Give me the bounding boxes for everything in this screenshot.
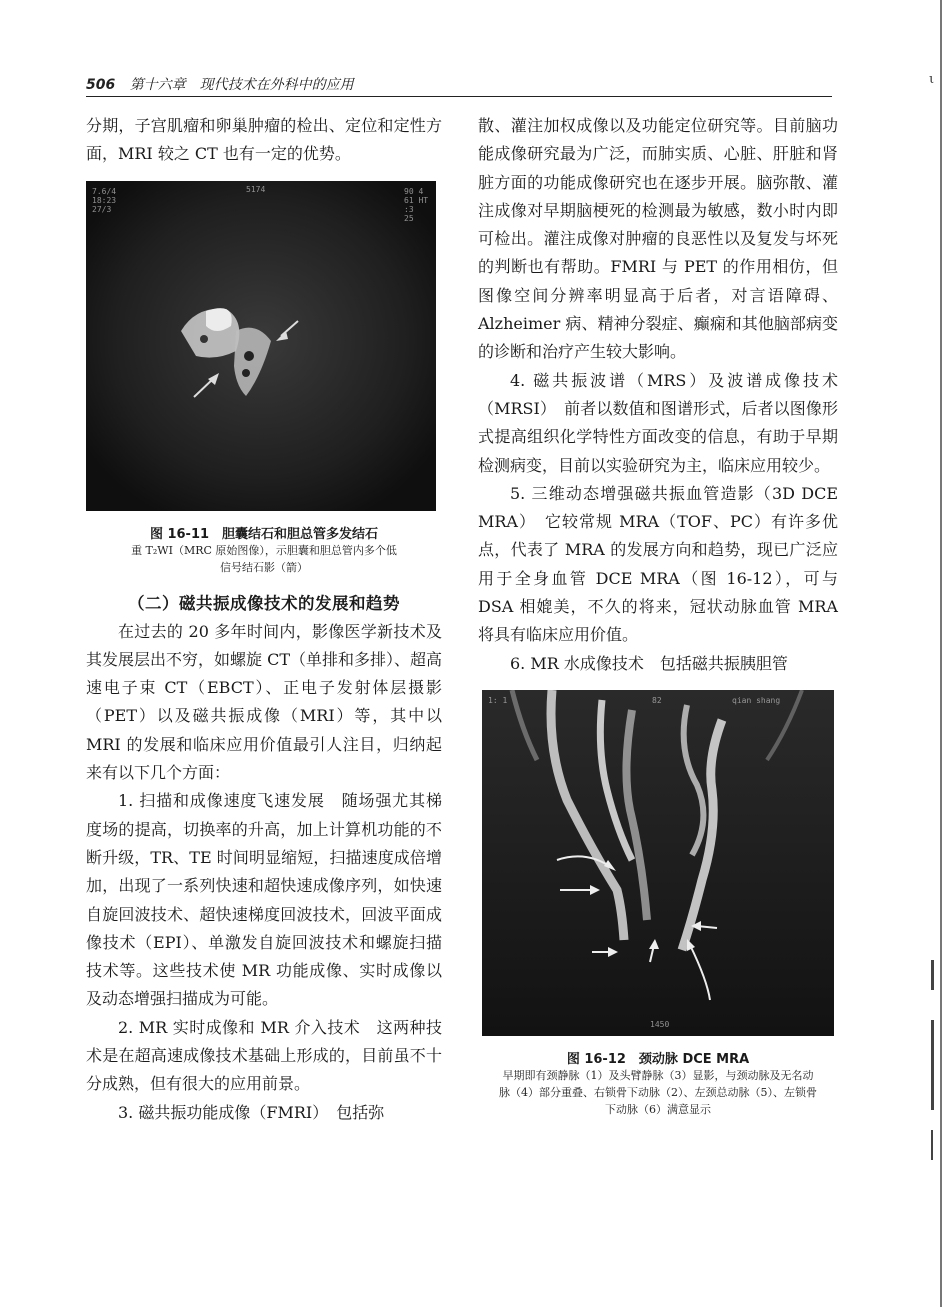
figure-overlay: 5174 (246, 184, 266, 194)
figure-16-11-caption: 重 T₂WI（MRC 原始图像），示胆囊和胆总管内多个低信号结石影（箭） (131, 543, 397, 574)
page-number: 506 (86, 77, 116, 93)
edge-noise (931, 960, 934, 990)
running-header (86, 74, 830, 94)
paragraph: 1. 扫描和成像速度飞速发展 随场强尤其梯度场的提高，切换率的升高，加上计算机功能的不断升级，TR、TE 时间明显缩短，扫描速度成倍增加，出现了一系列快速和超快速成像序列，如快速自旋回波技术、超快速梯度回波技术，回波平面成像技术（EPI）、单激发自旋回波技术和螺旋扫描技术等。这些技术使 MR 功能成像、实时成像以及动态增强扫描成为可能。 (86, 791, 442, 1009)
header-rule (86, 96, 832, 97)
figure-overlay: 90 4 61 HT :3 25 (404, 186, 429, 223)
paragraph: 2. MR 实时成像和 MR 介入技术 这两种技术是在超高速成像技术基础上形成的，目前虽不十分成熟，但有很大的应用前景。 (86, 1017, 442, 1094)
gallbladder-bright (206, 308, 232, 331)
paragraph: 6. MR 水成像技术 包括磁共振胰胆管 (510, 653, 788, 673)
edge-mark: ι (929, 72, 935, 87)
section-heading: （二）磁共振成像技术的发展和趋势 (128, 593, 400, 613)
figure-16-12-image (482, 690, 834, 1036)
figure-overlay: 7.6/4 18:23 27/3 (92, 186, 117, 214)
paragraph: 在过去的 20 多年时间内，影像医学新技术及其发展层出不穷，如螺旋 CT（单排和多排）、超高速电子束 CT（EBCT）、正电子发射体层摄影（PET）以及磁共振成像（MRI）等，其中以 MRI 的发展和临床应用价值最引人注目，归纳起来有以下几个方面： (86, 621, 443, 783)
figure-overlay: 1450 (650, 1019, 670, 1029)
paragraph: 3. 磁共振功能成像（FMRI） 包括弥 (118, 1102, 385, 1122)
paragraph: 散、灌注加权成像以及功能定位研究等。目前脑功能成像研究最为广泛，而肺实质、心脏、肝脏和肾脏方面的功能成像研究也在逐步开展。脑弥散、灌注成像对早期脑梗死的检测最为敏感，数小时内即可检出。灌注成像对肿瘤的良恶性以及复发与坏死的判断也有帮助。FMRI 与 PET 的作用相仿，但图像空间分辨率明显高于后者，对言语障碍、Alzheimer 病、精神分裂症、癫痫和其他脑部病变的诊断和治疗产生较大影响。 (478, 116, 838, 362)
paragraph: 4. 磁共振波谱（MRS）及波谱成像技术（MRSI） 前者以数值和图谱形式，后者以图像形式提高组织化学特性方面改变的信息，有助于早期检测病变，目前以实验研究为主，临床应用较少。 (478, 370, 838, 475)
figure-16-11-image (86, 181, 436, 511)
figure-overlay: qian shang (732, 695, 781, 705)
figure-16-12-title: 图 16-12 颈动脉 DCE MRA (566, 1051, 750, 1067)
left-column (86, 112, 442, 1127)
chapter-title: 第十六章 现代技术在外科中的应用 (129, 77, 354, 93)
paragraph: 5. 三维动态增强磁共振血管造影（3D DCE MRA） 它较常规 MRA（TOF、PC）有许多优点，代表了 MRA 的发展方向和趋势，现已广泛应用于全身血管 DCE MRA（图 16-12），可与 DSA 相媲美，不久的将来，冠状动脉血管 MRA 将具有临床应用价值。 (478, 483, 838, 645)
paragraph: 分期，子宫肌瘤和卵巢肿瘤的检出、定位和定性方面，MRI 较之 CT 也有一定的优势。 (86, 116, 442, 164)
scan-edge-line (940, 0, 942, 1307)
mra-image (482, 690, 834, 1036)
stone (242, 369, 250, 377)
edge-noise (931, 1020, 934, 1110)
edge-noise (931, 1130, 933, 1160)
figure-16-12-caption: 早期即有颈静脉（1）及头臂静脉（3）显影，与颈动脉及无名动脉（4）部分重叠、右锁骨下动脉（2）、左颈总动脉（5）、左锁骨下动脉（6）满意显示 (499, 1068, 817, 1116)
stone (200, 335, 208, 343)
figure-16-11-title: 图 16-11 胆囊结石和胆总管多发结石 (149, 526, 379, 542)
figure-overlay: 1: 1 (488, 695, 508, 705)
stone (244, 351, 254, 361)
figure-overlay: 82 (652, 695, 662, 705)
right-column (478, 112, 838, 1118)
mrc-image (86, 181, 436, 511)
